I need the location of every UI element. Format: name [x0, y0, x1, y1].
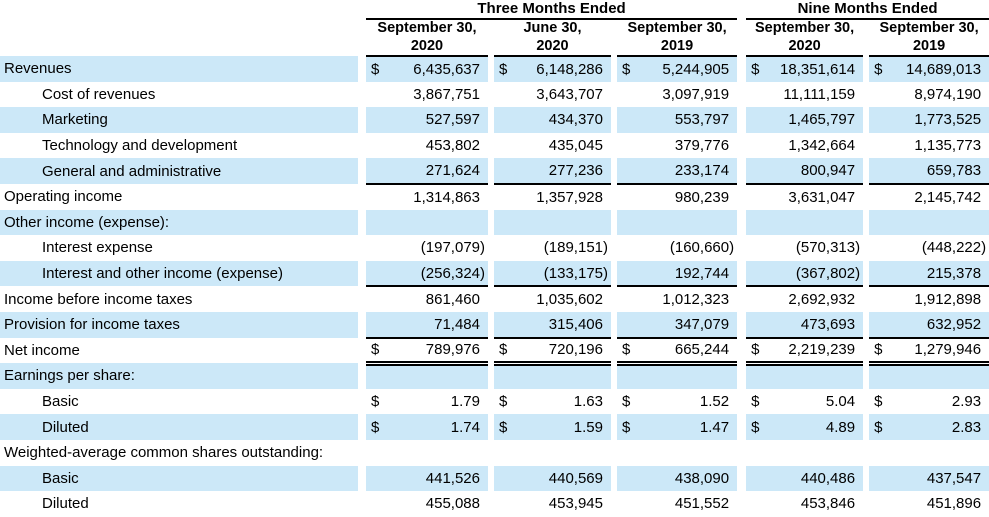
- dollar-sign-cell: $: [874, 393, 883, 411]
- value-cell: 861,460: [425, 291, 480, 309]
- value-cell: 437,547: [893, 466, 989, 492]
- date-line1: September 30,: [627, 20, 727, 37]
- dollar-sign-cell: [494, 491, 518, 517]
- dollar-sign-cell: [869, 158, 893, 184]
- spacer: [358, 261, 366, 287]
- nine-months-ended-header: Nine Months Ended: [746, 0, 989, 19]
- spacer: [358, 389, 366, 415]
- spacer: [358, 338, 366, 364]
- value-cell: 315,406: [518, 312, 611, 338]
- spacer: [737, 107, 746, 133]
- value-cell: 453,945: [548, 495, 603, 513]
- table-row: [0, 414, 989, 440]
- dollar-sign-cell: [617, 184, 641, 210]
- date-line2: 2019: [660, 37, 694, 54]
- dollar-sign-cell: [617, 82, 641, 108]
- value-cell: 553,797: [641, 107, 737, 133]
- value-cell: 3,867,751: [413, 85, 480, 103]
- dollar-sign-cell: [494, 286, 518, 312]
- value-cell: 1,135,773: [914, 137, 982, 155]
- table-row: [0, 440, 989, 466]
- value-cell: 1,279,946: [893, 338, 989, 364]
- row-label: Provision for income taxes: [0, 312, 358, 338]
- value-cell: 453,802: [425, 137, 480, 155]
- dollar-sign-cell: [746, 184, 770, 210]
- dollar-sign-cell: [494, 133, 518, 159]
- row-label: Revenues: [0, 56, 358, 82]
- value-cell: 2,145,742: [914, 188, 982, 206]
- header-blank-cell: [0, 19, 358, 56]
- value-cell: 1.59: [518, 414, 611, 440]
- spacer: [358, 312, 366, 338]
- value-cell: (133,175): [518, 261, 611, 287]
- dollar-sign-cell: [366, 158, 390, 184]
- column-header-sep-30-2019-q: [617, 19, 737, 56]
- value-cell: 233,174: [641, 158, 737, 184]
- spacer: [737, 338, 746, 364]
- spacer: [358, 158, 366, 184]
- spacer: [358, 440, 366, 466]
- value-cell: (570,313): [795, 239, 861, 257]
- value-cell: (367,802): [770, 261, 863, 287]
- dollar-sign-cell: [869, 210, 893, 236]
- row-label: Diluted: [0, 414, 358, 440]
- dollar-sign-cell: [617, 107, 641, 133]
- value-cell: 1.52: [699, 393, 730, 411]
- value-cell: [893, 440, 989, 466]
- value-cell: 441,526: [390, 466, 488, 492]
- value-cell: 347,079: [641, 312, 737, 338]
- three-months-ended-header: Three Months Ended: [366, 0, 737, 19]
- spacer: [737, 491, 746, 517]
- spacer: [737, 56, 746, 82]
- dollar-sign-cell: $: [366, 414, 390, 440]
- dollar-sign-cell: $: [746, 56, 770, 82]
- value-cell: [390, 363, 488, 389]
- dollar-sign-cell: [746, 82, 770, 108]
- row-label: General and administrative: [0, 158, 358, 184]
- table-row: [0, 235, 989, 261]
- dollar-sign-cell: [617, 133, 641, 159]
- spacer: [358, 19, 366, 56]
- dollar-sign-cell: [366, 107, 390, 133]
- dollar-sign-cell: [617, 286, 641, 312]
- dollar-sign-cell: [494, 440, 518, 466]
- spacer: [737, 158, 746, 184]
- date-line2: 2020: [410, 37, 444, 54]
- value-cell: 3,097,919: [662, 85, 730, 103]
- dollar-sign-cell: [366, 235, 390, 261]
- dollar-sign-cell: $: [869, 56, 893, 82]
- spacer: [358, 491, 366, 517]
- value-cell: [893, 363, 989, 389]
- value-cell: 5,244,905: [641, 56, 737, 82]
- dollar-sign-cell: [494, 235, 518, 261]
- value-cell: [641, 363, 737, 389]
- dollar-sign-cell: [746, 107, 770, 133]
- dollar-sign-cell: [494, 107, 518, 133]
- table-header: [0, 0, 989, 56]
- dollar-sign-cell: [746, 261, 770, 287]
- table-row: [0, 210, 989, 236]
- dollar-sign-cell: [494, 312, 518, 338]
- table-row: [0, 133, 989, 159]
- value-cell: 434,370: [518, 107, 611, 133]
- spacer: [737, 19, 746, 56]
- dollar-sign-cell: [494, 210, 518, 236]
- spacer: [737, 414, 746, 440]
- value-cell: 6,435,637: [390, 56, 488, 82]
- spacer: [358, 82, 366, 108]
- table-row: [0, 286, 989, 312]
- date-line2: 2019: [912, 37, 946, 54]
- dollar-sign-cell: [869, 466, 893, 492]
- column-header-sep-30-2020-q: [366, 19, 488, 56]
- dollar-sign-cell: [869, 491, 893, 517]
- dollar-sign-cell: [869, 107, 893, 133]
- dollar-sign-cell: [494, 363, 518, 389]
- value-cell: [641, 440, 737, 466]
- value-cell: [518, 363, 611, 389]
- date-line1: September 30,: [879, 20, 979, 37]
- dollar-sign-cell: [869, 133, 893, 159]
- value-cell: (448,222): [921, 239, 987, 257]
- dollar-sign-cell: [869, 235, 893, 261]
- spacer: [737, 312, 746, 338]
- dollar-sign-cell: [494, 82, 518, 108]
- dollar-sign-cell: [366, 466, 390, 492]
- date-line1: September 30,: [755, 20, 855, 37]
- value-cell: 2.93: [951, 393, 982, 411]
- value-cell: 527,597: [390, 107, 488, 133]
- dollar-sign-cell: [366, 133, 390, 159]
- row-label: Basic: [42, 393, 79, 411]
- dollar-sign-cell: [617, 261, 641, 287]
- value-cell: [641, 210, 737, 236]
- value-cell: [770, 210, 863, 236]
- dollar-sign-cell: [869, 440, 893, 466]
- row-label: Operating income: [4, 188, 123, 206]
- value-cell: 1.47: [641, 414, 737, 440]
- row-label: Interest expense: [42, 239, 153, 257]
- dollar-sign-cell: [366, 440, 390, 466]
- value-cell: 192,744: [641, 261, 737, 287]
- table-body: [0, 56, 989, 517]
- dollar-sign-cell: $: [494, 56, 518, 82]
- value-cell: 1.63: [573, 393, 603, 411]
- row-label: Earnings per share:: [0, 363, 358, 389]
- dollar-sign-cell: $: [869, 414, 893, 440]
- table-row: [0, 107, 989, 133]
- dollar-sign-cell: [617, 210, 641, 236]
- value-cell: 14,689,013: [893, 56, 989, 82]
- dollar-sign-cell: [366, 312, 390, 338]
- spacer: [737, 286, 746, 312]
- dollar-sign-cell: [746, 312, 770, 338]
- column-header-jun-30-2020-q: [494, 19, 611, 56]
- dollar-sign-cell: [746, 440, 770, 466]
- table-row: [0, 491, 989, 517]
- table-row: [0, 184, 989, 210]
- dollar-sign-cell: $: [499, 393, 508, 411]
- spacer: [737, 210, 746, 236]
- table-row: [0, 56, 989, 82]
- value-cell: 1,912,898: [914, 291, 982, 309]
- dollar-sign-cell: [617, 363, 641, 389]
- period-group-row: [0, 0, 989, 19]
- spacer: [737, 0, 746, 19]
- value-cell: 3,643,707: [536, 85, 603, 103]
- value-cell: (189,151): [543, 239, 608, 257]
- value-cell: 1,773,525: [893, 107, 989, 133]
- dollar-sign-cell: [746, 235, 770, 261]
- value-cell: 3,631,047: [788, 188, 856, 206]
- spacer: [358, 286, 366, 312]
- spacer: [358, 363, 366, 389]
- spacer: [737, 261, 746, 287]
- dollar-sign-cell: [746, 286, 770, 312]
- table-row: [0, 466, 989, 492]
- row-label: Other income (expense):: [0, 210, 358, 236]
- value-cell: 6,148,286: [518, 56, 611, 82]
- date-line2: 2020: [536, 37, 569, 54]
- value-cell: [390, 210, 488, 236]
- dollar-sign-cell: $: [617, 56, 641, 82]
- value-cell: [390, 440, 488, 466]
- spacer: [358, 133, 366, 159]
- value-cell: (160,660): [669, 239, 735, 257]
- dollar-sign-cell: [617, 491, 641, 517]
- value-cell: 277,236: [518, 158, 611, 184]
- value-cell: 438,090: [641, 466, 737, 492]
- dollar-sign-cell: [869, 312, 893, 338]
- column-header-sep-30-2020-ytd: [746, 19, 863, 56]
- spacer: [358, 466, 366, 492]
- spacer: [358, 414, 366, 440]
- table-row: [0, 261, 989, 287]
- value-cell: 435,045: [548, 137, 603, 155]
- table-row: [0, 158, 989, 184]
- row-label: Cost of revenues: [42, 85, 156, 103]
- value-cell: [770, 363, 863, 389]
- dollar-sign-cell: [366, 261, 390, 287]
- value-cell: 71,484: [390, 312, 488, 338]
- value-cell: 451,896: [926, 495, 982, 513]
- table-row: [0, 82, 989, 108]
- value-cell: 1,314,863: [413, 188, 480, 206]
- dollar-sign-cell: [366, 491, 390, 517]
- spacer: [737, 133, 746, 159]
- column-header-sep-30-2019-ytd: [869, 19, 989, 56]
- dollar-sign-cell: [869, 184, 893, 210]
- value-cell: 1,035,602: [536, 291, 603, 309]
- spacer: [737, 82, 746, 108]
- header-blank-cell: [0, 0, 358, 19]
- value-cell: 451,552: [674, 495, 730, 513]
- value-cell: 440,569: [518, 466, 611, 492]
- dollar-sign-cell: $: [371, 393, 380, 411]
- value-cell: (256,324): [390, 261, 488, 287]
- value-cell: 1.79: [450, 393, 480, 411]
- value-cell: 4.89: [770, 414, 863, 440]
- dollar-sign-cell: [617, 235, 641, 261]
- row-label: Marketing: [0, 107, 358, 133]
- row-label: Diluted: [42, 495, 89, 513]
- value-cell: 2.83: [893, 414, 989, 440]
- row-label: Weighted-average common shares outstanding:: [4, 444, 324, 462]
- spacer: [358, 184, 366, 210]
- dollar-sign-cell: $: [622, 393, 631, 411]
- dollar-sign-cell: [746, 133, 770, 159]
- value-cell: 455,088: [425, 495, 480, 513]
- spacer: [358, 235, 366, 261]
- table-row: [0, 338, 989, 364]
- value-cell: 2,692,932: [788, 291, 856, 309]
- date-line2: 2020: [788, 37, 821, 54]
- dollar-sign-cell: [746, 491, 770, 517]
- spacer: [358, 56, 366, 82]
- value-cell: [893, 210, 989, 236]
- spacer: [358, 0, 366, 19]
- value-cell: 453,846: [800, 495, 856, 513]
- dollar-sign-cell: [746, 158, 770, 184]
- dollar-sign-cell: $: [751, 393, 760, 411]
- dollar-sign-cell: $: [494, 338, 518, 364]
- table-row: [0, 363, 989, 389]
- spacer: [737, 235, 746, 261]
- table-row: [0, 389, 989, 415]
- dollar-sign-cell: [494, 158, 518, 184]
- date-line1: June 30,: [523, 20, 582, 37]
- dollar-sign-cell: $: [366, 338, 390, 364]
- dollar-sign-cell: $: [746, 414, 770, 440]
- dollar-sign-cell: [746, 363, 770, 389]
- spacer: [737, 363, 746, 389]
- table-row: [0, 312, 989, 338]
- spacer: [737, 466, 746, 492]
- value-cell: 1,012,323: [662, 291, 730, 309]
- value-cell: 473,693: [770, 312, 863, 338]
- value-cell: 440,486: [770, 466, 863, 492]
- dollar-sign-cell: [494, 261, 518, 287]
- dollar-sign-cell: [366, 363, 390, 389]
- date-line1: September 30,: [377, 20, 477, 37]
- value-cell: 5.04: [825, 393, 856, 411]
- value-cell: 215,378: [893, 261, 989, 287]
- dollar-sign-cell: [617, 440, 641, 466]
- spacer: [737, 389, 746, 415]
- dollar-sign-cell: [617, 158, 641, 184]
- dollar-sign-cell: $: [869, 338, 893, 364]
- dollar-sign-cell: [746, 466, 770, 492]
- value-cell: [518, 210, 611, 236]
- value-cell: 11,111,159: [783, 85, 856, 103]
- value-cell: 632,952: [893, 312, 989, 338]
- value-cell: (197,079): [420, 239, 485, 257]
- value-cell: 271,624: [390, 158, 488, 184]
- value-cell: 1.74: [390, 414, 488, 440]
- value-cell: 1,357,928: [536, 188, 603, 206]
- dollar-sign-cell: $: [617, 414, 641, 440]
- dollar-sign-cell: [366, 286, 390, 312]
- dollar-sign-cell: [494, 466, 518, 492]
- dollar-sign-cell: [617, 312, 641, 338]
- value-cell: 1,465,797: [770, 107, 863, 133]
- value-cell: 659,783: [893, 158, 989, 184]
- value-cell: 2,219,239: [770, 338, 863, 364]
- value-cell: 1,342,664: [788, 137, 856, 155]
- value-cell: 665,244: [641, 338, 737, 364]
- dollar-sign-cell: [366, 210, 390, 236]
- dollar-sign-cell: $: [617, 338, 641, 364]
- spacer: [358, 107, 366, 133]
- dollar-sign-cell: [494, 184, 518, 210]
- dollar-sign-cell: [746, 210, 770, 236]
- row-label: Net income: [4, 341, 80, 359]
- dollar-sign-cell: [617, 466, 641, 492]
- row-label: Technology and development: [42, 137, 238, 155]
- spacer: [358, 210, 366, 236]
- dollar-sign-cell: [366, 82, 390, 108]
- value-cell: 8,974,190: [914, 85, 982, 103]
- value-cell: 18,351,614: [770, 56, 863, 82]
- date-header-row: [0, 19, 989, 56]
- dollar-sign-cell: $: [494, 414, 518, 440]
- value-cell: 720,196: [518, 338, 611, 364]
- value-cell: 379,776: [674, 137, 730, 155]
- value-cell: [770, 440, 863, 466]
- dollar-sign-cell: [869, 82, 893, 108]
- dollar-sign-cell: [366, 184, 390, 210]
- spacer: [737, 184, 746, 210]
- spacer: [737, 440, 746, 466]
- value-cell: 800,947: [770, 158, 863, 184]
- dollar-sign-cell: $: [366, 56, 390, 82]
- value-cell: [518, 440, 611, 466]
- dollar-sign-cell: [869, 261, 893, 287]
- dollar-sign-cell: [869, 286, 893, 312]
- row-label: Income before income taxes: [4, 290, 193, 308]
- row-label: Basic: [0, 466, 358, 492]
- dollar-sign-cell: $: [746, 338, 770, 364]
- value-cell: 789,976: [390, 338, 488, 364]
- row-label: Interest and other income (expense): [0, 261, 358, 287]
- dollar-sign-cell: [869, 363, 893, 389]
- value-cell: 980,239: [674, 188, 730, 206]
